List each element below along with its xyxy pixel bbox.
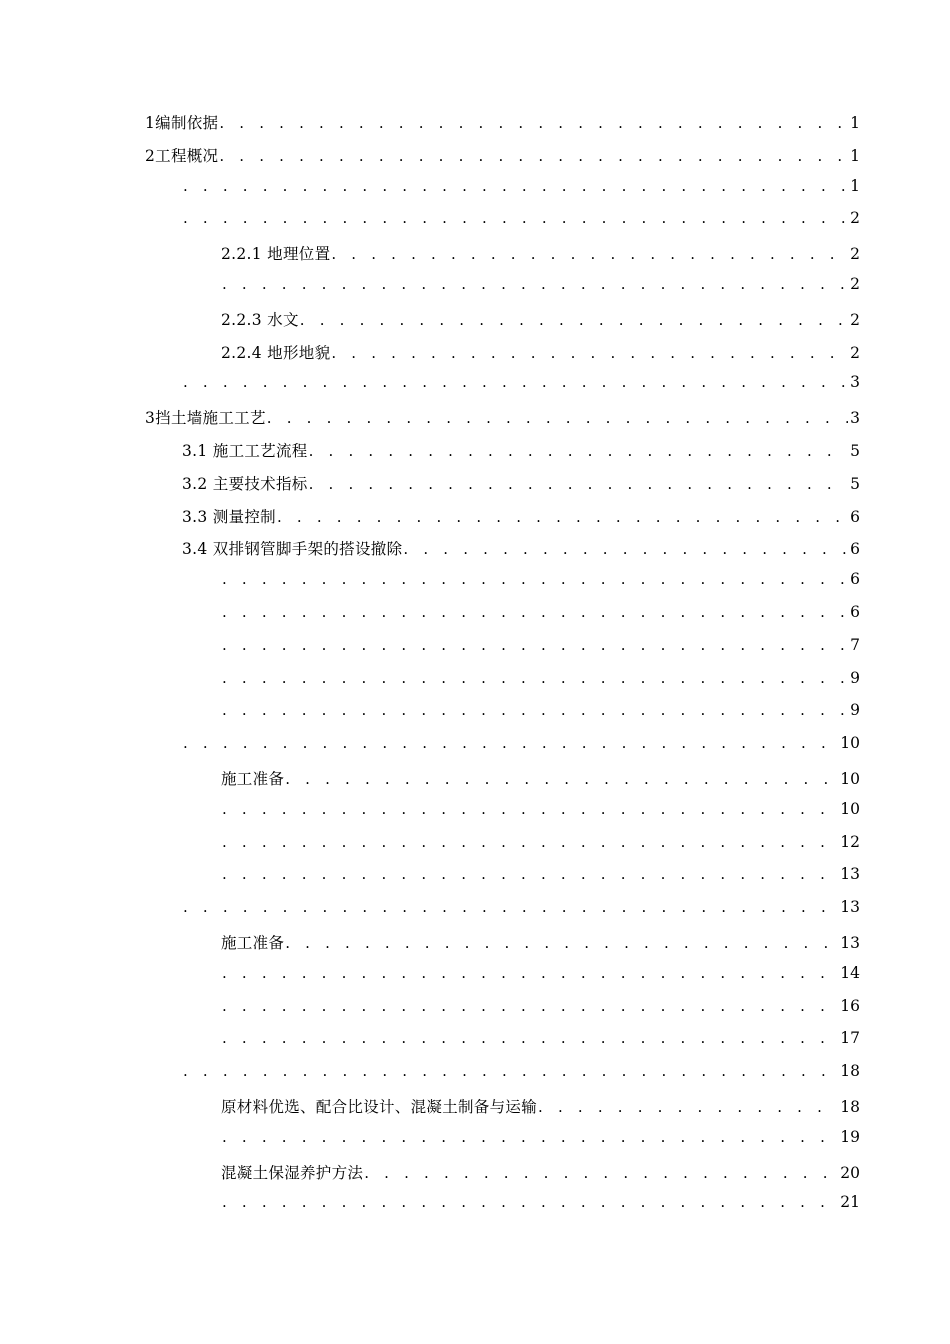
- dot-leader: [222, 636, 848, 654]
- toc-entry[interactable]: [145, 1062, 860, 1095]
- dot-leader: [183, 373, 848, 391]
- toc-entry[interactable]: [145, 865, 860, 898]
- toc-entry[interactable]: [145, 636, 860, 669]
- dot-leader: [222, 1029, 838, 1047]
- toc-entry-title: 2.2.4 地形地貌: [221, 343, 331, 362]
- toc-entry[interactable]: [145, 964, 860, 997]
- dot-leader: [222, 603, 848, 621]
- dot-leader: [183, 209, 848, 227]
- dot-leader: [183, 734, 838, 752]
- dot-leader: [309, 475, 849, 493]
- dot-leader: [267, 409, 848, 427]
- toc-entry[interactable]: [145, 242, 860, 275]
- toc-entry-title: 混凝土保湿养护方法: [221, 1163, 364, 1182]
- toc-page-number: 3: [850, 409, 860, 428]
- dot-leader: [222, 964, 838, 982]
- toc-page-number: 5: [850, 441, 860, 460]
- toc-page-number: 14: [840, 963, 860, 982]
- dot-leader: [222, 1128, 838, 1146]
- toc-entry-title: 2工程概况: [145, 146, 219, 165]
- toc-entry-title: 3.2 主要技术指标: [182, 474, 308, 493]
- toc-entry[interactable]: [145, 472, 860, 505]
- toc-page-number: 6: [850, 540, 860, 559]
- toc-entry[interactable]: [145, 734, 860, 767]
- toc-entry[interactable]: [145, 537, 860, 570]
- toc-page-number: 16: [840, 996, 860, 1015]
- toc-entry[interactable]: [145, 1161, 860, 1194]
- dot-leader: [285, 770, 838, 788]
- dot-leader: [331, 245, 848, 263]
- toc-page-number: 13: [840, 933, 860, 952]
- toc-page-number: 21: [840, 1193, 860, 1212]
- dot-leader: [222, 800, 838, 818]
- toc-page-number: 3: [850, 373, 860, 392]
- toc-page-number: 6: [850, 602, 860, 621]
- toc-entry[interactable]: [145, 1095, 860, 1128]
- dot-leader: [183, 1062, 838, 1080]
- toc-entry-title: 3.4 双排钢管脚手架的搭设撤除: [182, 540, 403, 559]
- dot-leader: [183, 177, 848, 195]
- toc-entry[interactable]: [145, 1128, 860, 1161]
- toc-page-number: 18: [840, 1062, 860, 1081]
- toc-entry[interactable]: [145, 177, 860, 210]
- toc-entry[interactable]: [145, 997, 860, 1030]
- toc-entry[interactable]: [145, 209, 860, 242]
- dot-leader: [219, 114, 848, 132]
- toc-page-number: 7: [850, 635, 860, 654]
- toc-page-number: 10: [840, 734, 860, 753]
- toc-page-number: 1: [850, 176, 860, 195]
- toc-page-number: 5: [850, 474, 860, 493]
- dot-leader: [285, 934, 838, 952]
- toc-page-number: 19: [840, 1127, 860, 1146]
- toc-entry[interactable]: [145, 505, 860, 538]
- toc-page-number: 1: [850, 114, 860, 132]
- toc-entry[interactable]: [145, 800, 860, 833]
- toc-entry-title: 施工准备: [221, 933, 285, 952]
- toc-entry-title: 施工准备: [221, 769, 285, 788]
- toc-entry[interactable]: [145, 767, 860, 800]
- toc-entry-title: 1编制依据: [145, 114, 219, 132]
- toc-page-number: 2: [850, 310, 860, 329]
- toc-entry[interactable]: [145, 373, 860, 406]
- toc-entry[interactable]: [145, 570, 860, 603]
- toc-page-number: 12: [840, 832, 860, 851]
- toc-page-number: 18: [840, 1097, 860, 1116]
- toc-entry-title: 原材料优选、配合比设计、混凝土制备与运输: [221, 1097, 538, 1116]
- dot-leader: [222, 570, 848, 588]
- toc-entry[interactable]: [145, 111, 860, 144]
- dot-leader: [183, 898, 838, 916]
- dot-leader: [331, 344, 848, 362]
- toc-entry[interactable]: [145, 898, 860, 931]
- toc-entry[interactable]: [145, 701, 860, 734]
- toc-page-number: 9: [850, 701, 860, 720]
- toc-page-number: 2: [850, 209, 860, 228]
- toc-entry[interactable]: [145, 669, 860, 702]
- toc-entry[interactable]: [145, 144, 860, 177]
- toc-page-number: 13: [840, 898, 860, 917]
- toc-entry-title: 2.2.3 水文: [221, 310, 299, 329]
- toc-entry-title: 3挡土墙施工工艺: [145, 409, 266, 428]
- toc-entry[interactable]: [145, 1193, 860, 1226]
- toc-entry[interactable]: [145, 603, 860, 636]
- dot-leader: [538, 1098, 838, 1116]
- toc-page-number: 10: [840, 769, 860, 788]
- dot-leader: [309, 442, 849, 460]
- dot-leader: [222, 701, 848, 719]
- dot-leader: [222, 275, 848, 293]
- dot-leader: [403, 540, 848, 558]
- dot-leader: [277, 508, 848, 526]
- dot-leader: [300, 311, 848, 329]
- table-of-contents: [145, 111, 860, 1226]
- toc-entry[interactable]: [145, 308, 860, 341]
- dot-leader: [222, 833, 838, 851]
- toc-entry[interactable]: [145, 1029, 860, 1062]
- toc-page-number: 9: [850, 668, 860, 687]
- dot-leader: [364, 1164, 838, 1182]
- dot-leader: [222, 997, 838, 1015]
- toc-entry[interactable]: [145, 439, 860, 472]
- toc-entry-title: 3.3 测量控制: [182, 507, 276, 526]
- toc-page-number: 2: [850, 245, 860, 264]
- dot-leader: [222, 669, 848, 687]
- toc-page-number: 17: [840, 1029, 860, 1048]
- toc-page-number: 13: [840, 865, 860, 884]
- dot-leader: [222, 1193, 838, 1211]
- toc-page-number: 6: [850, 570, 860, 589]
- toc-page-number: 20: [840, 1163, 860, 1182]
- dot-leader: [219, 147, 848, 165]
- toc-entry[interactable]: [145, 275, 860, 308]
- toc-entry-title: 3.1 施工工艺流程: [182, 441, 308, 460]
- toc-page-number: 2: [850, 343, 860, 362]
- toc-page-number: 10: [840, 799, 860, 818]
- toc-page-number: 1: [850, 146, 860, 165]
- toc-entry[interactable]: [145, 931, 860, 964]
- toc-entry-title: 2.2.1 地理位置: [221, 245, 331, 264]
- dot-leader: [222, 865, 838, 883]
- toc-page-number: 2: [850, 274, 860, 293]
- toc-page-number: 6: [850, 507, 860, 526]
- toc-entry[interactable]: [145, 406, 860, 439]
- toc-entry[interactable]: [145, 833, 860, 866]
- toc-entry[interactable]: [145, 341, 860, 374]
